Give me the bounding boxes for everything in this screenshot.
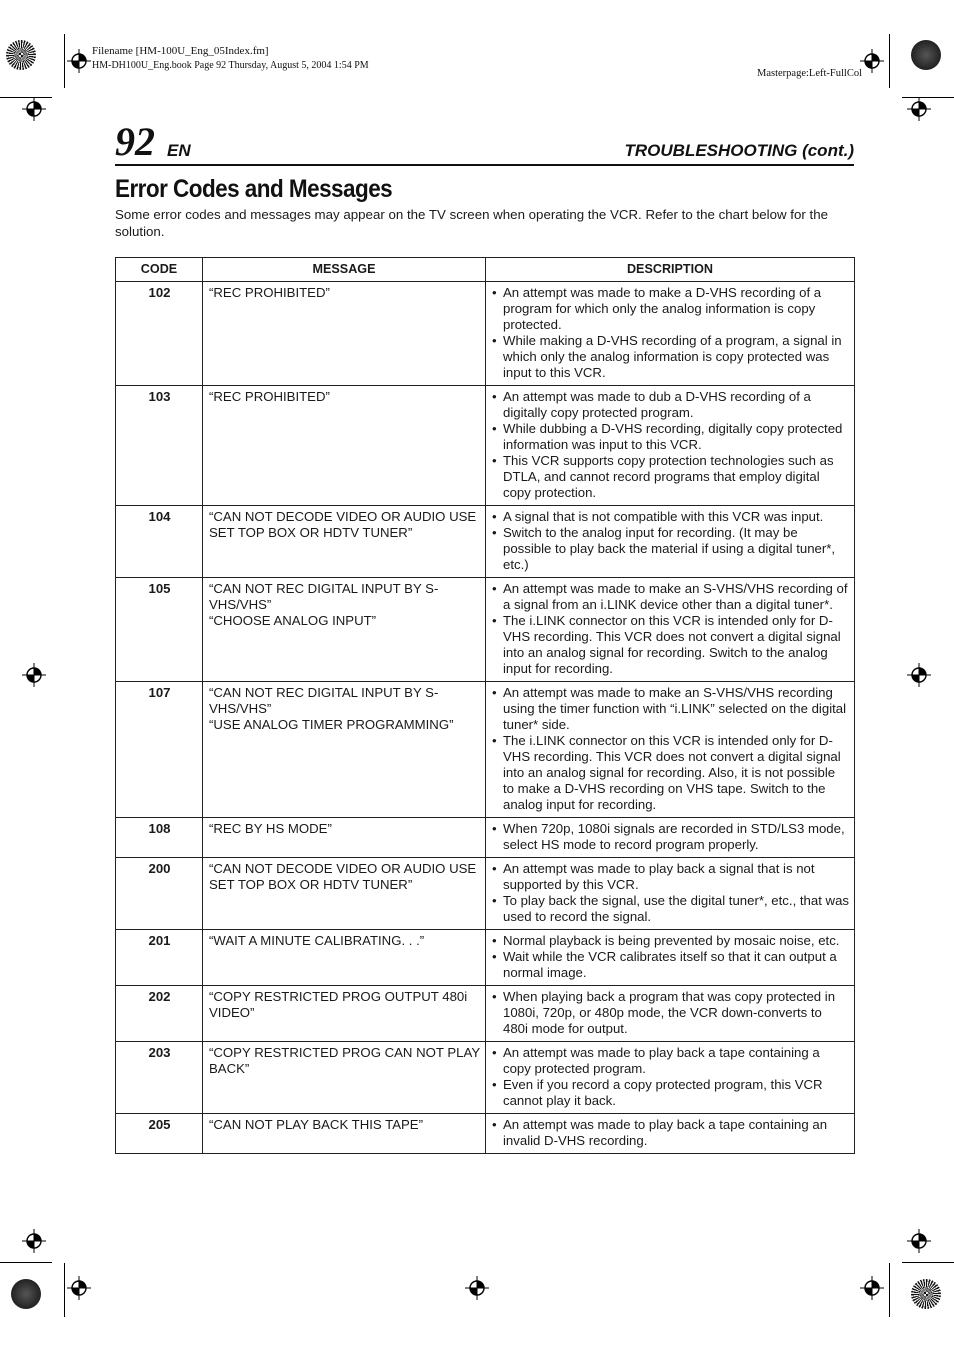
- description-bullet: • An attempt was made to make an S-VHS/VHS recording using the timer function with “i.LINK” selected on the digital tuner* side.: [492, 685, 849, 733]
- description-list: [492, 989, 849, 1037]
- crop-mark: [0, 1262, 52, 1263]
- table-row: [116, 930, 855, 986]
- error-code: 201: [116, 930, 203, 986]
- table-row: [116, 818, 855, 858]
- color-target-icon: [911, 40, 941, 70]
- table-row: [116, 682, 855, 818]
- error-message-line: “CAN NOT DECODE VIDEO OR AUDIO USE SET TOP BOX OR HDTV TUNER”: [209, 861, 477, 892]
- error-message: [203, 282, 486, 386]
- intro-paragraph: Some error codes and messages may appear on the TV screen when operating the VCR. Refer to the chart below for the solution.: [115, 207, 829, 239]
- table-row: [116, 1042, 855, 1114]
- page-language: EN: [167, 141, 191, 160]
- registration-mark-icon: [67, 49, 91, 73]
- table-row: [116, 506, 855, 578]
- error-message-line: “REC PROHIBITED”: [209, 389, 330, 404]
- table-row: [116, 986, 855, 1042]
- description-list: [492, 285, 849, 381]
- print-file-info: [92, 44, 369, 73]
- error-code: 108: [116, 818, 203, 858]
- color-target-icon: [6, 40, 36, 70]
- error-code: 200: [116, 858, 203, 930]
- error-code: 202: [116, 986, 203, 1042]
- description-bullet: • Normal playback is being prevented by mosaic noise, etc.: [492, 933, 849, 949]
- registration-mark-icon: [907, 1229, 931, 1253]
- registration-mark-icon: [465, 1276, 489, 1300]
- registration-mark-icon: [907, 97, 931, 121]
- error-description: [486, 282, 855, 386]
- error-code: 103: [116, 386, 203, 506]
- error-code: 104: [116, 506, 203, 578]
- error-description: [486, 818, 855, 858]
- description-bullet: • When playing back a program that was copy protected in 1080i, 720p, or 480p mode, the VCR down-converts to 480i mode for output.: [492, 989, 849, 1037]
- description-bullet: • While making a D-VHS recording of a program, a signal in which only the analog information is copy protected was input to this VCR.: [492, 333, 849, 381]
- error-message-line: “COPY RESTRICTED PROG OUTPUT 480i VIDEO”: [209, 989, 468, 1020]
- error-code: 205: [116, 1114, 203, 1154]
- error-code: 107: [116, 682, 203, 818]
- registration-mark-icon: [22, 1229, 46, 1253]
- color-target-icon: [911, 1279, 941, 1309]
- message-column-header: MESSAGE: [203, 258, 486, 282]
- error-message: [203, 930, 486, 986]
- error-description: [486, 682, 855, 818]
- error-message: [203, 386, 486, 506]
- crop-mark: [64, 34, 65, 88]
- description-bullet: • A signal that is not compatible with this VCR was input.: [492, 509, 849, 525]
- error-description: [486, 578, 855, 682]
- error-code: 102: [116, 282, 203, 386]
- page-title: Error Codes and Messages: [115, 175, 393, 203]
- description-bullet: • An attempt was made to play back a signal that is not supported by this VCR.: [492, 861, 849, 893]
- description-bullet: • An attempt was made to play back a tape containing a copy protected program.: [492, 1045, 849, 1077]
- description-bullet: • An attempt was made to dub a D-VHS recording of a digitally copy protected program.: [492, 389, 849, 421]
- color-target-icon: [11, 1279, 41, 1309]
- description-bullet: • While dubbing a D-VHS recording, digitally copy protected information was input to this VCR.: [492, 421, 849, 453]
- error-message: [203, 858, 486, 930]
- error-description: [486, 858, 855, 930]
- error-message-line: “CHOOSE ANALOG INPUT”: [209, 613, 377, 628]
- error-description: [486, 930, 855, 986]
- description-bullet: • An attempt was made to play back a tape containing an invalid D-VHS recording.: [492, 1117, 849, 1149]
- error-code: 203: [116, 1042, 203, 1114]
- error-message: [203, 818, 486, 858]
- description-bullet: • Even if you record a copy protected program, this VCR cannot play it back.: [492, 1077, 849, 1109]
- page-number: 92: [115, 119, 155, 164]
- error-description: [486, 506, 855, 578]
- page-header: [115, 119, 854, 166]
- description-list: [492, 685, 849, 813]
- description-bullet: • An attempt was made to make a D-VHS recording of a program for which only the analog information is copy protected.: [492, 285, 849, 333]
- description-bullet: • The i.LINK connector on this VCR is intended only for D-VHS recording. This VCR does not convert a digital signal into an analog signal for recording. Also, it is not possible to make a D-VHS recording on VHS tape. Switch to the analog input for recording.: [492, 733, 849, 813]
- description-list: [492, 821, 849, 853]
- table-row: [116, 578, 855, 682]
- print-masterpage: Masterpage:Left-FullCol: [757, 68, 862, 79]
- error-description: [486, 386, 855, 506]
- error-description: [486, 986, 855, 1042]
- section-title: TROUBLESHOOTING (cont.): [624, 141, 854, 160]
- description-list: [492, 1045, 849, 1109]
- description-list: [492, 389, 849, 501]
- description-bullet: • The i.LINK connector on this VCR is intended only for D-VHS recording. This VCR does not convert a digital signal into an analog signal for recording. Switch to the analog input for recording.: [492, 613, 849, 677]
- table-row: [116, 858, 855, 930]
- error-description: [486, 1114, 855, 1154]
- error-message-line: “CAN NOT PLAY BACK THIS TAPE”: [209, 1117, 423, 1132]
- description-bullet: • An attempt was made to make an S-VHS/VHS recording of a signal from an i.LINK device other than a digital tuner*.: [492, 581, 849, 613]
- code-column-header: CODE: [116, 258, 203, 282]
- description-list: [492, 509, 849, 573]
- error-message-line: “USE ANALOG TIMER PROGRAMMING”: [209, 717, 454, 732]
- crop-mark: [64, 1263, 65, 1317]
- print-book-info: HM-DH100U_Eng.book Page 92 Thursday, August 5, 2004 1:54 PM: [92, 60, 369, 71]
- print-filename: Filename [HM-100U_Eng_05Index.fm]: [92, 45, 269, 57]
- registration-mark-icon: [860, 49, 884, 73]
- error-code: 105: [116, 578, 203, 682]
- error-description: [486, 1042, 855, 1114]
- description-bullet: • When 720p, 1080i signals are recorded in STD/LS3 mode, select HS mode to record program properly.: [492, 821, 849, 853]
- description-bullet: • Switch to the analog input for recording. (It may be possible to play back the material if using a digital tuner*, etc.): [492, 525, 849, 573]
- crop-mark: [889, 1263, 890, 1317]
- registration-mark-icon: [22, 663, 46, 687]
- error-codes-table: [115, 257, 855, 1154]
- error-message-line: “COPY RESTRICTED PROG CAN NOT PLAY BACK”: [209, 1045, 480, 1076]
- error-message: [203, 986, 486, 1042]
- registration-mark-icon: [907, 663, 931, 687]
- error-message: [203, 506, 486, 578]
- error-message: [203, 1114, 486, 1154]
- error-message: [203, 1042, 486, 1114]
- error-message-line: “WAIT A MINUTE CALIBRATING. . .”: [209, 933, 425, 948]
- table-row: [116, 386, 855, 506]
- error-message-line: “REC BY HS MODE”: [209, 821, 332, 836]
- crop-mark: [902, 1262, 954, 1263]
- registration-mark-icon: [22, 97, 46, 121]
- error-message-line: “CAN NOT REC DIGITAL INPUT BY S-VHS/VHS”: [209, 581, 439, 612]
- table-header-row: [116, 258, 855, 282]
- description-list: [492, 933, 849, 981]
- error-message-line: “CAN NOT REC DIGITAL INPUT BY S-VHS/VHS”: [209, 685, 439, 716]
- description-list: [492, 581, 849, 677]
- table-body: [116, 282, 855, 1154]
- description-bullet: • This VCR supports copy protection technologies such as DTLA, and cannot record programs that employ digital copy protection.: [492, 453, 849, 501]
- description-list: [492, 861, 849, 925]
- registration-mark-icon: [67, 1276, 91, 1300]
- error-message: [203, 578, 486, 682]
- description-bullet: • To play back the signal, use the digital tuner*, etc., that was used to record the signal.: [492, 893, 849, 925]
- error-message-line: “CAN NOT DECODE VIDEO OR AUDIO USE SET TOP BOX OR HDTV TUNER”: [209, 509, 477, 540]
- registration-mark-icon: [860, 1276, 884, 1300]
- table-row: [116, 282, 855, 386]
- table-row: [116, 1114, 855, 1154]
- description-column-header: DESCRIPTION: [486, 258, 855, 282]
- error-message: [203, 682, 486, 818]
- error-message-line: “REC PROHIBITED”: [209, 285, 330, 300]
- description-bullet: • Wait while the VCR calibrates itself so that it can output a normal image.: [492, 949, 849, 981]
- crop-mark: [889, 34, 890, 88]
- description-list: [492, 1117, 849, 1149]
